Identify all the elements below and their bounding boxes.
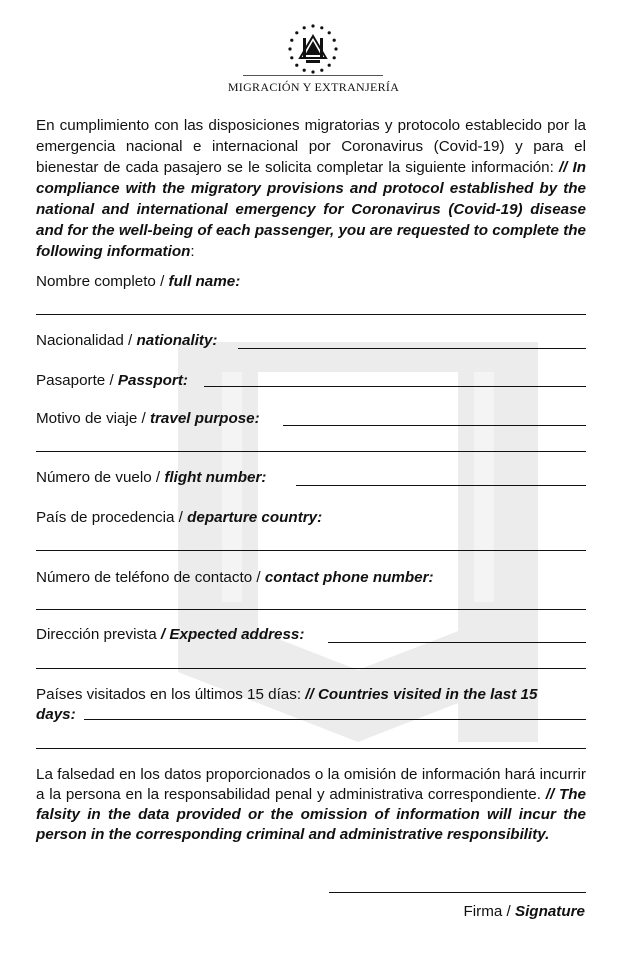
countries-visited-input-line-2[interactable]: [36, 748, 586, 749]
contact-phone-label-en: contact phone number:: [264, 569, 434, 586]
departure-country-label-en: departure country:: [187, 509, 323, 526]
travel-purpose-label-es: Motivo de viaje /: [36, 410, 150, 427]
organization-name: MIGRACIÓN Y EXTRANJERÍA: [227, 80, 400, 94]
signature-input-line[interactable]: [329, 892, 586, 893]
departure-country-label: [36, 508, 322, 528]
intro-text-end: :: [190, 243, 195, 260]
passport-input-line[interactable]: [204, 386, 586, 387]
signature-label-es: Firma /: [463, 903, 515, 920]
expected-address-label-en: / Expected address:: [160, 626, 305, 643]
signature-label: [463, 902, 585, 922]
full-name-label-es: Nombre completo /: [36, 273, 169, 290]
flight-number-input-line[interactable]: [296, 485, 586, 486]
travel-purpose-input-line-2[interactable]: [36, 451, 586, 452]
declaration-text-es: La falsedad en los datos proporcionados o la omisión de información hará incurrir a la persona en la responsabilidad penal y administrativa correspondiente.: [36, 766, 586, 803]
countries-visited-label: [36, 685, 537, 705]
expected-address-label-es: Dirección prevista: [36, 626, 161, 643]
contact-phone-input-line[interactable]: [36, 609, 586, 610]
expected-address-input-line[interactable]: [328, 642, 586, 643]
declaration-text-en: // The falsity in the data provided or the omission of information will incur the person in the corresponding criminal and administrative responsibility.: [36, 786, 586, 843]
flight-number-label: [36, 468, 266, 488]
full-name-label: [36, 272, 240, 292]
full-name-input-line[interactable]: [36, 314, 586, 315]
nationality-input-line[interactable]: [238, 348, 586, 349]
travel-purpose-label: [36, 409, 260, 429]
nationality-label-es: Nacionalidad /: [36, 332, 137, 349]
flight-number-label-es: Número de vuelo /: [36, 469, 165, 486]
countries-visited-label-en: // Countries visited in the last 15: [305, 686, 538, 703]
national-seal-icon: [286, 22, 340, 76]
passport-label-en: Passport:: [117, 372, 188, 389]
countries-visited-label-en2: days:: [36, 706, 76, 723]
countries-visited-label-es: Países visitados en los últimos 15 días:: [36, 686, 306, 703]
countries-visited-label-line2: [36, 705, 76, 725]
contact-phone-label-es: Número de teléfono de contacto /: [36, 569, 265, 586]
full-name-label-en: full name:: [168, 273, 241, 290]
countries-visited-input-line[interactable]: [84, 719, 586, 720]
header-rule: [243, 75, 383, 76]
travel-purpose-input-line[interactable]: [283, 425, 586, 426]
departure-country-label-es: País de procedencia /: [36, 509, 188, 526]
nationality-label: [36, 331, 218, 351]
passport-label: [36, 371, 188, 391]
intro-paragraph: [36, 115, 586, 262]
contact-phone-label: [36, 568, 434, 588]
intro-text-en: // In compliance with the migratory provisions and protocol established by the national and international emergency for Coronavirus (Covid-19) disease and for the well-being of each passenger, you are requested to complete the following information: [36, 159, 586, 260]
passport-label-es: Pasaporte /: [36, 372, 118, 389]
expected-address-label: [36, 625, 304, 645]
flight-number-label-en: flight number:: [164, 469, 267, 486]
declaration-paragraph: [36, 765, 586, 845]
departure-country-input-line[interactable]: [36, 550, 586, 551]
nationality-label-en: nationality:: [136, 332, 218, 349]
expected-address-input-line-2[interactable]: [36, 668, 586, 669]
travel-purpose-label-en: travel purpose:: [149, 410, 260, 427]
intro-text-es: En cumplimiento con las disposiciones migratorias y protocolo establecido por la emergencia nacional e internacional por Coronavirus (Covid-19) y para el bienestar de cada pasajero se le solicita completar la siguiente información:: [36, 117, 586, 176]
signature-label-en: Signature: [514, 903, 585, 920]
